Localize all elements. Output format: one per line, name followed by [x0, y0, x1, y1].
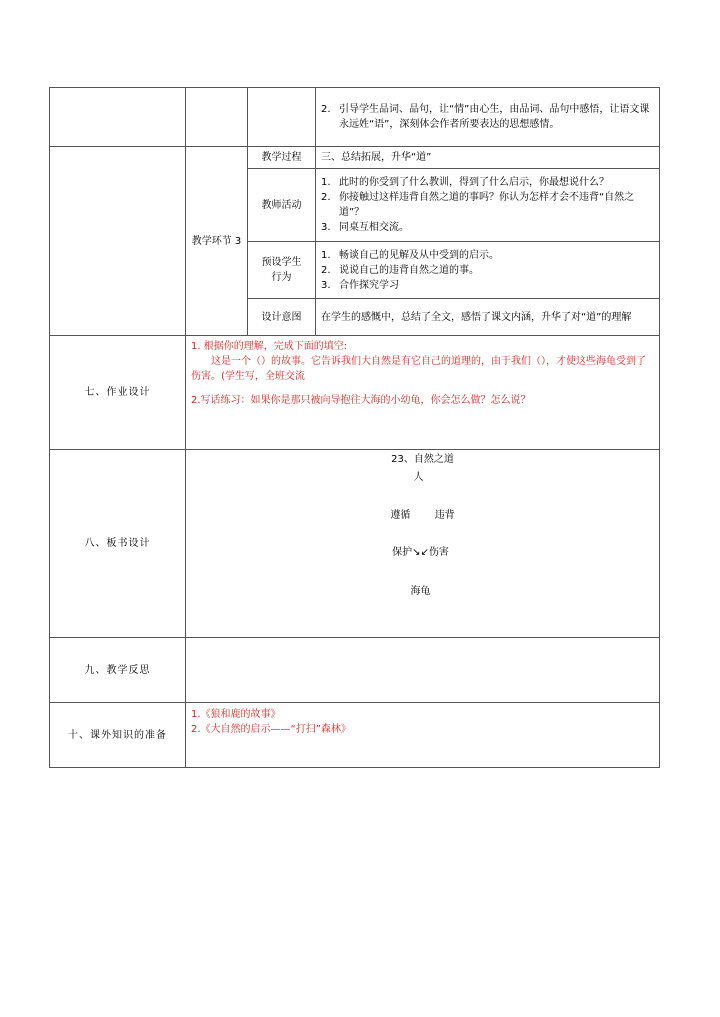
top-row-num: 2. — [321, 104, 331, 115]
homework-line1: 1. 根据你的理解，完成下面的填空: — [191, 341, 348, 352]
homework-content — [186, 336, 660, 450]
homework-row — [50, 336, 660, 450]
list-item: 1.《狼和鹿的故事》 — [191, 709, 281, 720]
board-relation: 保护↘↙伤害 — [392, 547, 449, 558]
reflection-label: 九、教学反思 — [50, 638, 186, 703]
reflection-content — [186, 638, 660, 703]
process-row — [50, 147, 660, 169]
board-violate: 违背 — [434, 510, 455, 521]
teacher-label: 教师活动 — [248, 169, 316, 242]
student-label: 预设学生行为 — [248, 242, 316, 299]
top-row-text: 引导学生品词、品句，让“情”由心生，由品词、品句中感悟，让语文课永远姓“语”，深刻体会作者所要表达的思想感情。 — [339, 104, 650, 130]
board-content — [186, 450, 660, 638]
homework-line3: 2.写话练习：如果你是那只被向导抱往大海的小幼龟，你会怎么做？怎么说？ — [191, 395, 531, 406]
student-behaviors — [316, 242, 660, 299]
process-value: 三、总结拓展，升华“道” — [316, 147, 660, 169]
homework-label: 七、作业设计 — [50, 336, 186, 450]
board-follow: 遵循 — [390, 510, 411, 521]
reflection-row — [50, 638, 660, 703]
extra-label: 十、课外知识的准备 — [50, 703, 186, 768]
lesson-plan-table — [49, 87, 660, 768]
list-item: 2. 你接触过这样违背自然之道的事吗？你认为怎样才会不违背“自然之道”？ — [321, 192, 635, 218]
board-row — [50, 450, 660, 638]
list-item: 1. 畅谈自己的见解及从中受到的启示。 — [321, 249, 499, 261]
list-item: 3. 同桌互相交流。 — [321, 222, 409, 233]
board-person: 人 — [413, 472, 424, 483]
top-row — [50, 88, 660, 147]
extra-content — [186, 703, 660, 768]
list-item: 1. 此时的你受到了什么教训，得到了什么启示，你最想说什么？ — [321, 177, 609, 188]
board-title: 23、自然之道 — [391, 454, 454, 465]
segment3-label: 教学环节 3 — [186, 147, 248, 336]
list-item: 2.《大自然的启示——“打扫”森林》 — [191, 724, 351, 735]
board-turtle: 海龟 — [410, 586, 431, 597]
homework-line2: 这是一个（）的故事。它告诉我们大自然是有它自己的道理的，由于我们（），才使这些海龟受到了伤害。(学生写，全班交流 — [191, 356, 646, 382]
list-item: 3. 合作探究学习 — [321, 279, 399, 291]
board-follow-violate — [186, 508, 659, 523]
process-label: 教学过程 — [248, 147, 316, 169]
extra-row — [50, 703, 660, 768]
intent-label: 设计意图 — [248, 299, 316, 336]
intent-value: 在学生的感慨中，总结了全文，感悟了课文内涵，升华了对“道”的理解 — [316, 299, 660, 336]
top-row-content — [316, 88, 660, 147]
teacher-activities — [316, 169, 660, 242]
list-item: 2. 说说自己的违背自然之道的事。 — [321, 264, 479, 276]
board-label: 八、板书设计 — [50, 450, 186, 638]
